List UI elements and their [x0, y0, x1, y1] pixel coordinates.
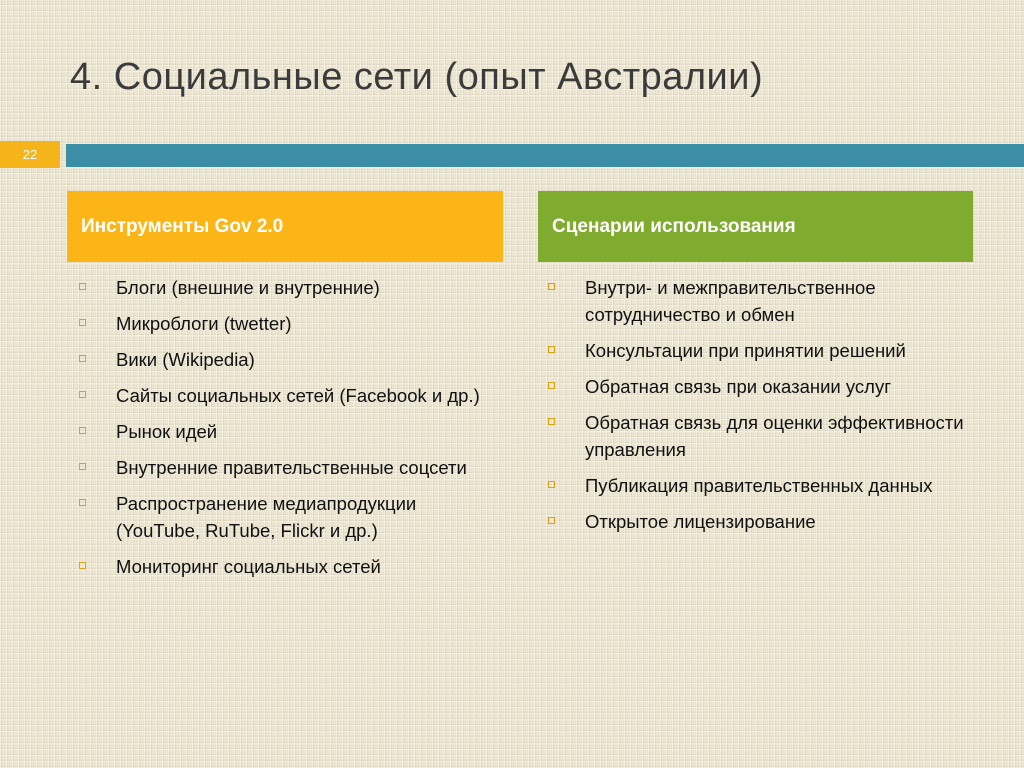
scenarios-list: [548, 274, 978, 544]
list-item-text: Мониторинг социальных сетей: [116, 556, 381, 577]
square-bullet-icon: [79, 427, 86, 434]
square-bullet-icon: [79, 562, 86, 569]
column-header-scenarios-label: Сценарии использования: [552, 215, 796, 237]
list-item-text: Публикация правительственных данных: [585, 475, 933, 496]
slide-number: 22: [0, 141, 60, 168]
square-bullet-icon: [79, 391, 86, 398]
list-item: [548, 508, 978, 535]
list-item: [548, 472, 978, 499]
slide-title: 4. Социальные сети (опыт Австралии): [70, 56, 764, 98]
list-item-text: Внутри- и межправительственное сотрудничество и обмен: [585, 277, 876, 325]
list-item: [548, 274, 978, 328]
list-item: [79, 274, 499, 301]
square-bullet-icon: [548, 382, 555, 389]
square-bullet-icon: [548, 517, 555, 524]
accent-bar: [66, 144, 1024, 167]
square-bullet-icon: [548, 346, 555, 353]
list-item: [79, 454, 499, 481]
list-item: [548, 409, 978, 463]
list-item-text: Сайты социальных сетей (Facebook и др.): [116, 385, 480, 406]
tools-list: [79, 274, 499, 589]
list-item-text: Блоги (внешние и внутренние): [116, 277, 380, 298]
square-bullet-icon: [548, 481, 555, 488]
square-bullet-icon: [79, 499, 86, 506]
square-bullet-icon: [548, 283, 555, 290]
list-item-text: Микроблоги (twetter): [116, 313, 292, 334]
list-item-text: Рынок идей: [116, 421, 218, 442]
list-item: [79, 553, 499, 580]
list-item: [548, 373, 978, 400]
list-item: [548, 337, 978, 364]
column-header-tools-label: Инструменты Gov 2.0: [81, 215, 284, 237]
list-item: [79, 310, 499, 337]
column-header-tools: [67, 191, 503, 262]
square-bullet-icon: [79, 283, 86, 290]
list-item-text: Вики (Wikipedia): [116, 349, 255, 370]
list-item: [79, 490, 499, 544]
column-header-scenarios: [538, 191, 973, 262]
square-bullet-icon: [79, 319, 86, 326]
list-item: [79, 382, 499, 409]
list-item-text: Консультации при принятии решений: [585, 340, 906, 361]
list-item-text: Открытое лицензирование: [585, 511, 816, 532]
list-item: [79, 346, 499, 373]
square-bullet-icon: [79, 355, 86, 362]
list-item-text: Обратная связь при оказании услуг: [585, 376, 891, 397]
square-bullet-icon: [79, 463, 86, 470]
list-item-text: Распространение медиапродукции (YouTube, RuTube, Flickr и др.): [116, 493, 417, 541]
list-item: [79, 418, 499, 445]
square-bullet-icon: [548, 418, 555, 425]
list-item-text: Обратная связь для оценки эффективности управления: [585, 412, 964, 460]
list-item-text: Внутренние правительственные соцсети: [116, 457, 467, 478]
